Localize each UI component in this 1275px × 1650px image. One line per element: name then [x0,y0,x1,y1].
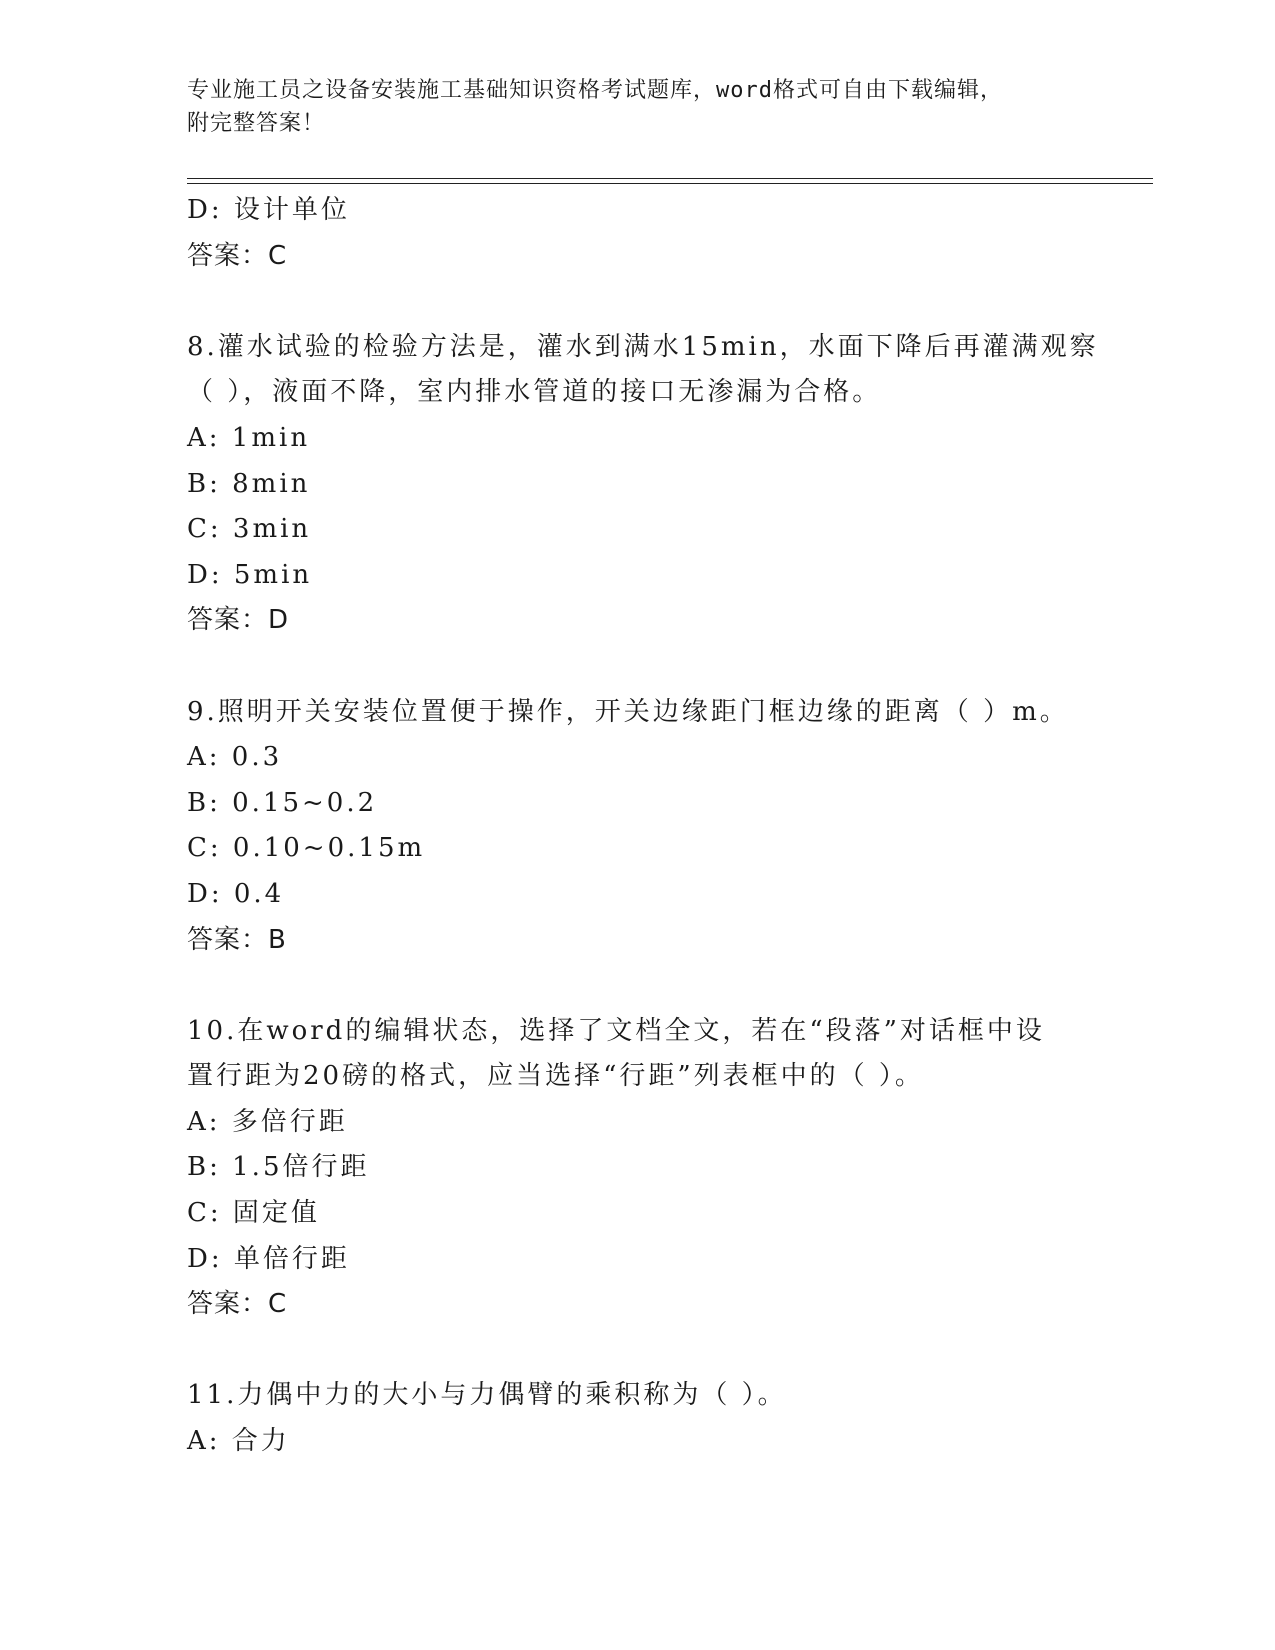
question-9-option-a: A: 0.3 [187,742,283,773]
question-10-answer: 答案：C [187,1289,288,1320]
prev-question-option-d: D: 设计单位 [187,195,350,225]
question-10-stem-line-1: 10.在word的编辑状态，选择了文档全文，若在“段落”对话框中设 [187,1015,1045,1046]
question-9-answer: 答案：B [187,924,287,955]
question-spacer [187,279,1187,325]
question-10-option-a: A: 多倍行距 [187,1106,348,1137]
question-9-stem-line-1: 9.照明开关安装位置便于操作，开关边缘距门框边缘的距离（ ）m。 [187,696,1069,727]
question-spacer [187,1328,1187,1374]
header-divider-top [187,178,1153,179]
question-spacer [187,644,1187,690]
question-8-option-c: C: 3min [187,514,312,545]
question-8-option-a: A: 1min [187,422,311,453]
question-list [187,188,1187,1465]
question-8-option-b: B: 8min [187,468,311,499]
question-9-option-c: C: 0.10~0.15m [187,833,426,864]
question-10-option-c: C: 固定值 [187,1198,320,1229]
header-divider-bottom [187,183,1153,184]
question-spacer [187,963,1187,1009]
header-title-line-2: 附完整答案！ [187,111,326,136]
question-8-answer: 答案：D [187,605,290,636]
question-9-option-d: D: 0.4 [187,878,285,909]
header-title-line-1: 专业施工员之设备安装施工基础知识资格考试题库，word格式可自由下载编辑， [187,78,1003,103]
question-10-stem-line-2: 置行距为20磅的格式，应当选择“行距”列表框中的（ ）。 [187,1061,924,1092]
question-11 [187,1373,1187,1464]
document-header [187,74,1087,140]
question-8-option-d: D: 5min [187,559,313,590]
question-10-option-b: B: 1.5倍行距 [187,1152,370,1183]
question-9 [187,690,1187,964]
question-9-option-b: B: 0.15~0.2 [187,787,378,818]
question-11-option-a: A: 合力 [187,1426,290,1457]
prev-question-answer: 答案：C [187,240,288,271]
question-8 [187,325,1187,644]
question-8-stem-line-2: （ ），液面不降，室内排水管道的接口无渗漏为合格。 [187,377,882,408]
question-10 [187,1009,1187,1328]
question-11-stem-line-1: 11.力偶中力的大小与力偶臂的乘积称为（ ）。 [187,1380,787,1411]
question-8-stem-line-1: 8.灌水试验的检验方法是，灌水到满水15min，水面下降后再灌满观察 [187,331,1099,362]
question-10-option-d: D: 单倍行距 [187,1243,350,1274]
